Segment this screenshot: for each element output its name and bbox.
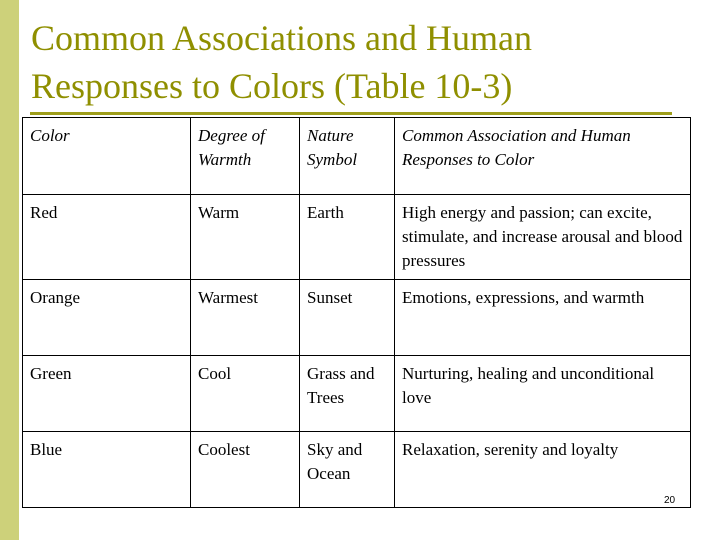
cell-warmth: Warmest xyxy=(191,280,300,356)
table-row xyxy=(23,356,691,432)
page-number: 20 xyxy=(664,495,676,506)
cell-nature-symbol: Earth xyxy=(300,195,395,280)
cell-warmth: Cool xyxy=(191,356,300,432)
table-header-row xyxy=(23,118,691,195)
cell-color: Red xyxy=(23,195,191,280)
cell-association: Nurturing, healing and unconditional love xyxy=(395,356,691,432)
cell-color: Green xyxy=(23,356,191,432)
color-associations-table xyxy=(22,117,691,508)
table-row xyxy=(23,195,691,280)
header-nature-symbol: Nature Symbol xyxy=(300,118,395,195)
header-degree-of-warmth: Degree of Warmth xyxy=(191,118,300,195)
cell-warmth: Warm xyxy=(191,195,300,280)
table-row xyxy=(23,432,691,508)
slide-accent-bar xyxy=(0,0,19,540)
header-association: Common Association and Human Responses to Color xyxy=(395,118,691,195)
cell-association: High energy and passion; can excite, stimulate, and increase arousal and blood pressures xyxy=(395,195,691,280)
title-underline xyxy=(30,112,672,115)
slide-title-line-1: Common Associations and Human xyxy=(31,18,532,58)
header-color: Color xyxy=(23,118,191,195)
cell-association: Relaxation, serenity and loyalty xyxy=(395,432,691,508)
cell-nature-symbol: Sky and Ocean xyxy=(300,432,395,508)
table-row xyxy=(23,280,691,356)
cell-nature-symbol: Sunset xyxy=(300,280,395,356)
cell-association: Emotions, expressions, and warmth xyxy=(395,280,691,356)
slide-title xyxy=(31,14,691,110)
slide-title-line-2: Responses to Colors (Table 10-3) xyxy=(31,66,513,106)
cell-color: Orange xyxy=(23,280,191,356)
cell-color: Blue xyxy=(23,432,191,508)
cell-warmth: Coolest xyxy=(191,432,300,508)
cell-nature-symbol: Grass and Trees xyxy=(300,356,395,432)
